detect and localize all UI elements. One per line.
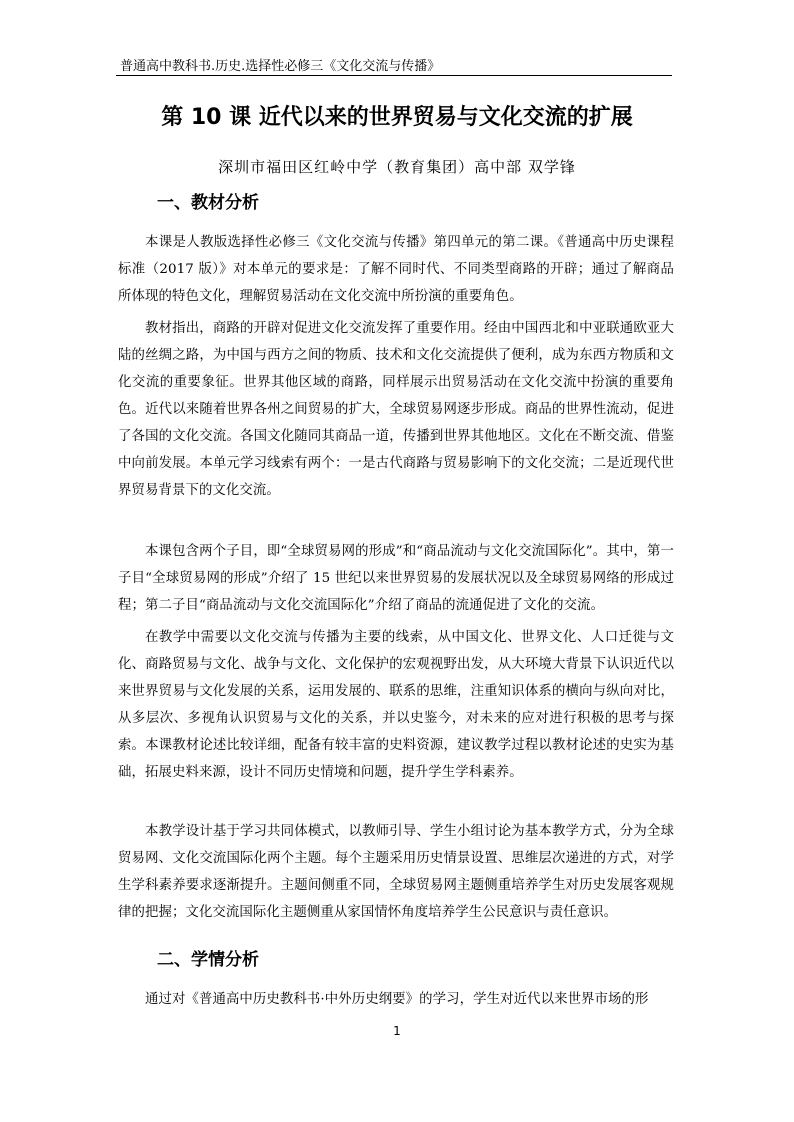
paragraph: 教材指出，商路的开辟对促进文化交流发挥了重要作用。经由中国西北和中亚联通欧亚大陆的丝绸之路，为中国与西方之间的物质、技术和文化交流提供了便利，成为东西方物质和文化交流的重要象征。世界其他区域的商路，同样展示出贸易活动在文化交流中扮演的重要角色。近代以来随着世界各州之间贸易的扩大，全球贸易网逐步形成。商品的世界性流动，促进了各国的文化交流。各国文化随同其商品一道，传播到世界其他地区。文化在不断交流、借鉴中向前发展。本单元学习线索有两个：一是古代商路与贸易影响下的文化交流；二是近现代世界贸易背景下的文化交流。 (118, 321, 674, 498)
paragraph: 本教学设计基于学习共同体模式，以教师引导、学生小组讨论为基本教学方式，分为全球贸易网、文化交流国际化两个主题。每个主题采用历史情景设置、思维层次递进的方式，对学生学科素养要求逐渐提升。主题间侧重不同，全球贸易网主题侧重培养学生对历史发展客观规律的把握；文化交流国际化主题侧重从家国情怀角度培养学生公民意识与责任意识。 (118, 824, 674, 920)
page-number: 1 (393, 1024, 401, 1038)
paragraph: 通过对《普通高中历史教科书·中外历史纲要》的学习，学生对近代以来世界市场的形 (145, 992, 649, 1007)
running-header: 普通高中教科书.历史.选择性必修三《文化交流与传播》 (120, 59, 441, 74)
paragraph: 本课包含两个子目，即“全球贸易网的形成”和“商品流动与文化交流国际化”。其中，第一子目“全球贸易网的形成”介绍了 15 世纪以来世界贸易的发展状况以及全球贸易网络的形成过程；第二子目“商品流动与文化交流国际化”介绍了商品的流通促进了文化的交流。 (118, 544, 674, 613)
paragraph: 本课是人教版选择性必修三《文化交流与传播》第四单元的第二课。《普通高中历史课程标准（2017 版）》对本单元的要求是：了解不同时代、不同类型商路的开辟；通过了解商品所体现的特色文化，理解贸易活动在文化交流中所扮演的重要角色。 (118, 235, 674, 304)
section-heading-textbook-analysis: 一、教材分析 (157, 193, 259, 213)
author-line: 深圳市福田区红岭中学（教育集团）高中部 双学锋 (218, 158, 576, 176)
paragraph: 在教学中需要以文化交流与传播为主要的线索，从中国文化、世界文化、人口迁徙与文化、商路贸易与文化、战争与文化、文化保护的宏观视野出发，从大环境大背景下认识近代以来世界贸易与文化发展的关系，运用发展的、联系的思维，注重知识体系的横向与纵向对比，从多层次、多视角认识贸易与文化的关系，并以史鉴今，对未来的应对进行积极的思考与探索。本课教材论述比较详细，配备有较丰富的史料资源，建议教学过程以教材论述的史实为基础，拓展史料来源，设计不同历史情境和问题，提升学生学科素养。 (118, 630, 674, 780)
lesson-title: 第 10 课 近代以来的世界贸易与文化交流的扩展 (161, 105, 633, 130)
section-heading-student-analysis: 二、学情分析 (157, 950, 259, 970)
header-divider (116, 75, 672, 76)
